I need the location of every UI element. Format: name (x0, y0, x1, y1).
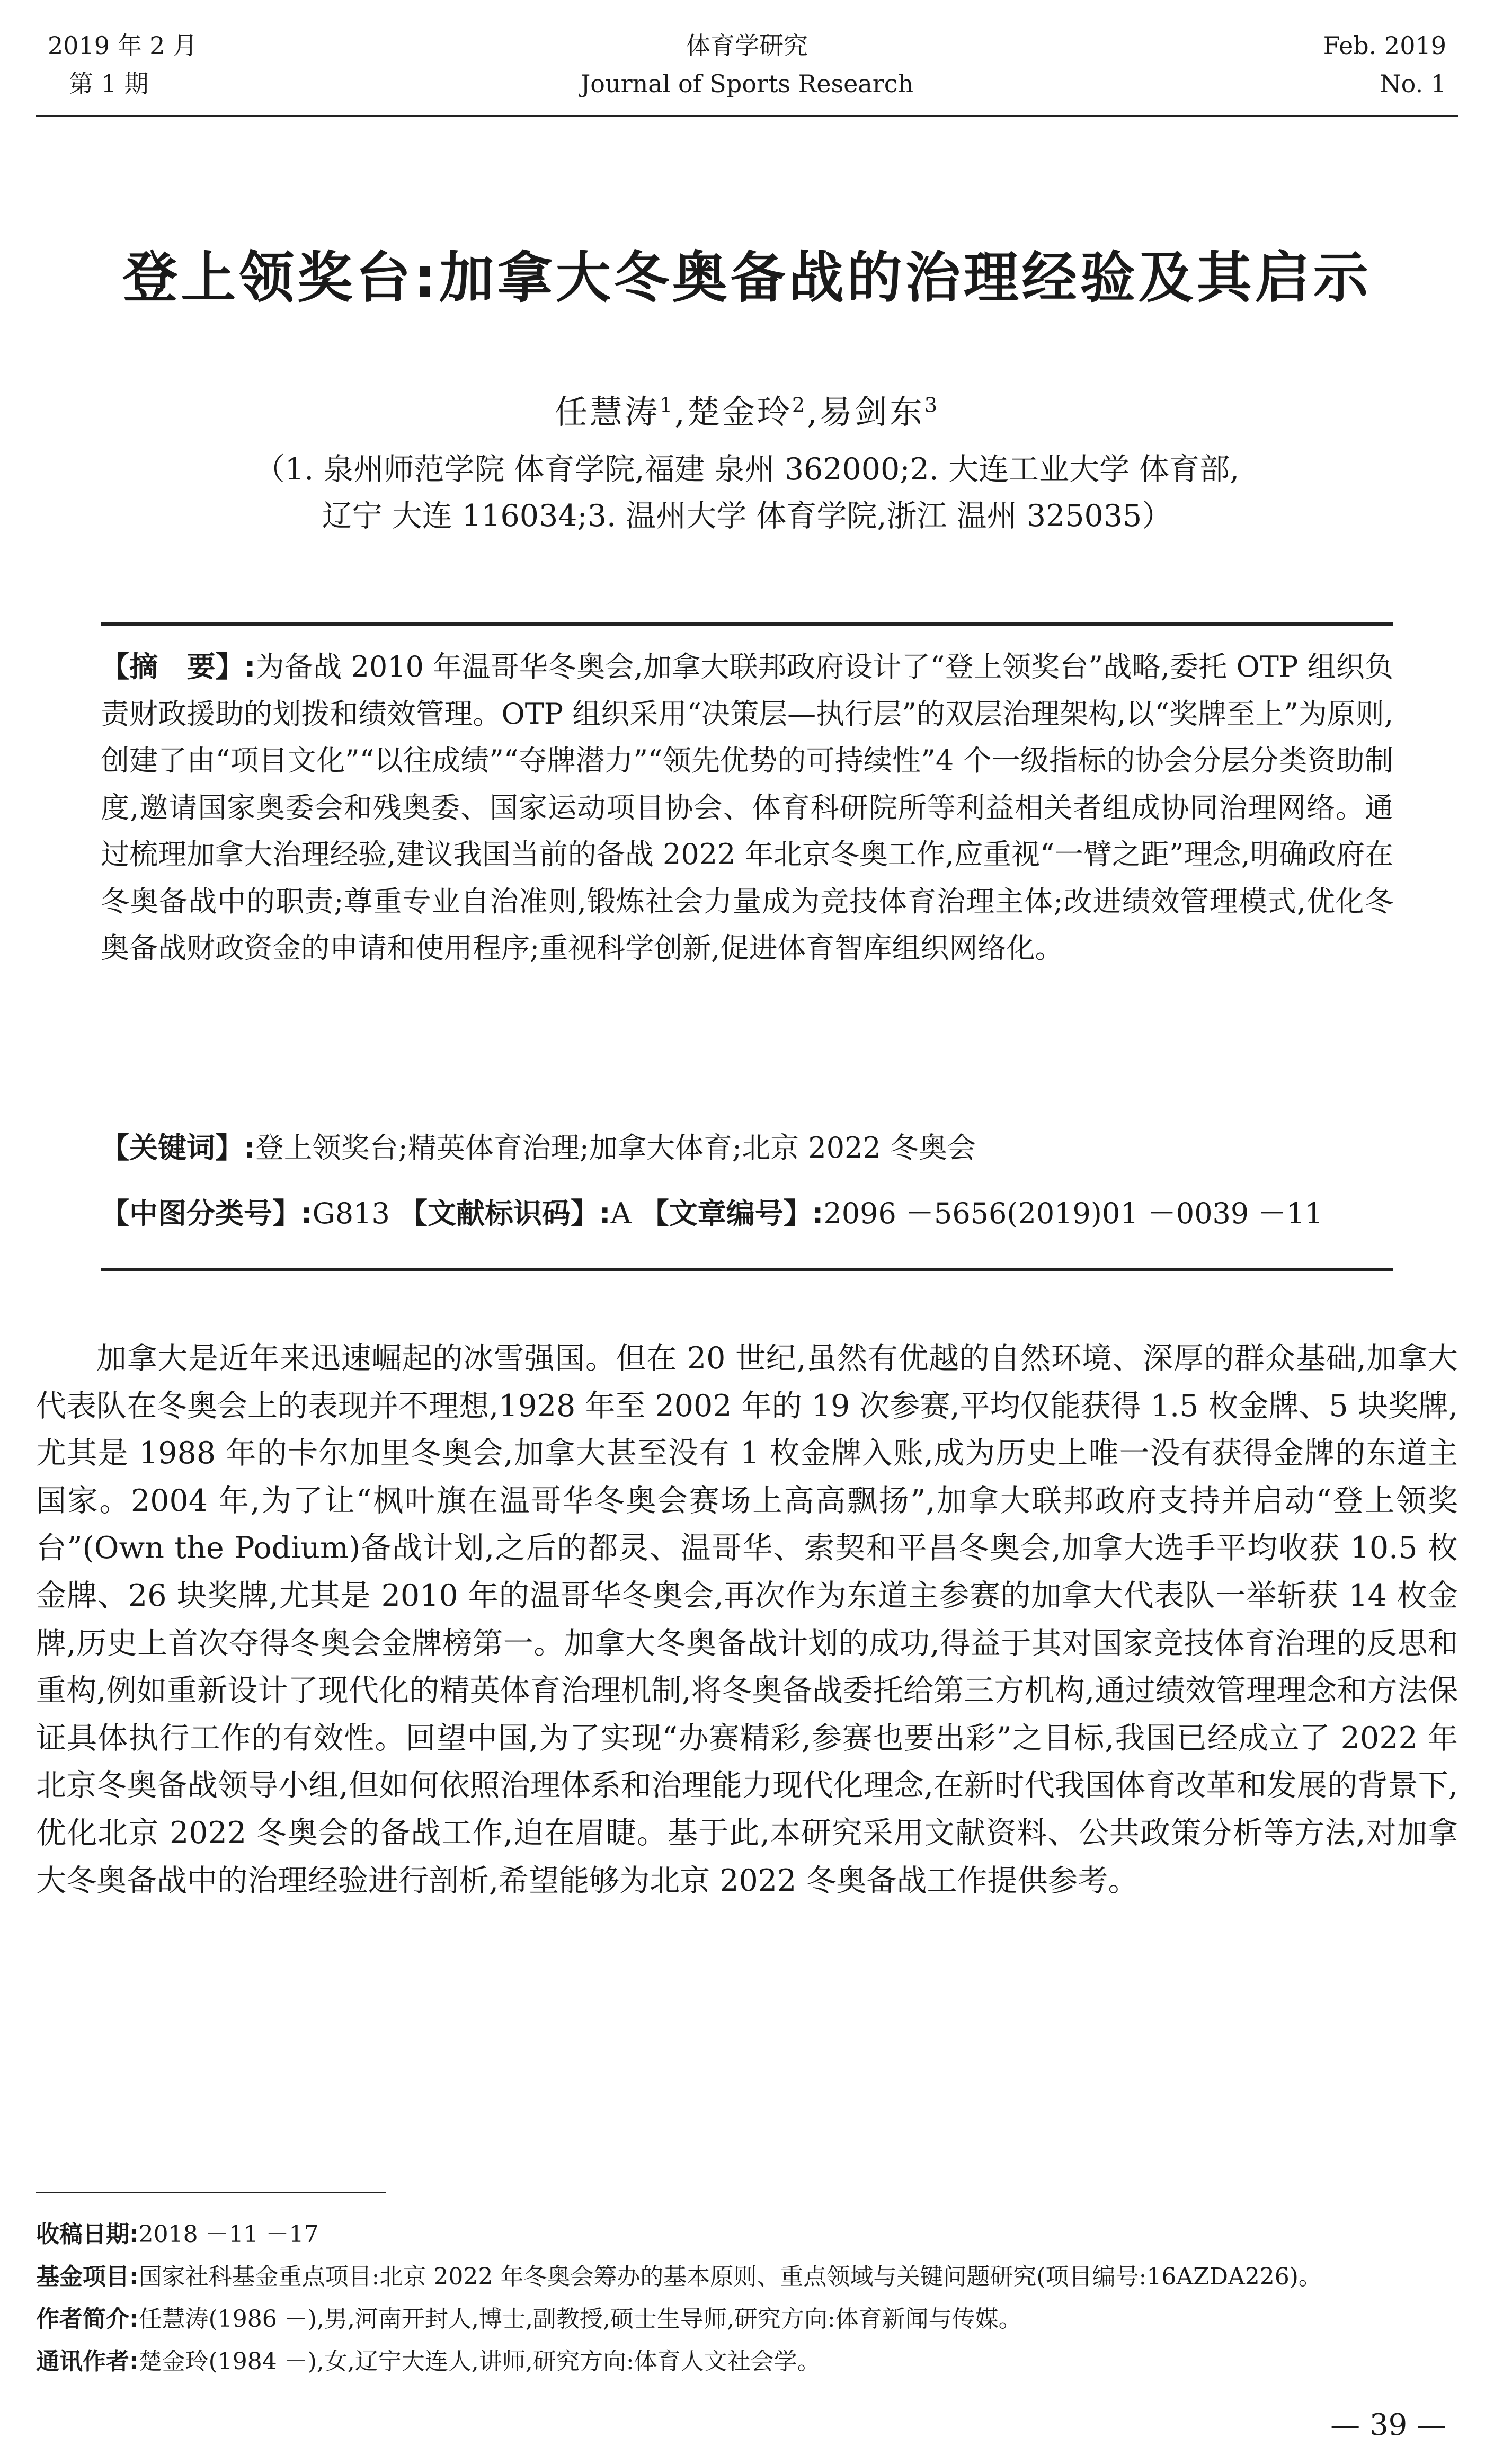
keywords-text: 登上领奖台;精英体育治理;加拿大体育;北京 2022 冬奥会 (255, 1131, 976, 1164)
author-name: 易剑东 (819, 393, 924, 431)
author-affiliation-mark: 2 (792, 393, 807, 417)
footnote-label: 通讯作者: (36, 2348, 139, 2375)
page-number: — 39 — (1330, 2408, 1446, 2442)
abstract-text: 为备战 2010 年温哥华冬奥会,加拿大联邦政府设计了“登上领奖台”战略,委托 OTP 组织负责财政援助的划拨和绩效管理。OTP 组织采用“决策层—执行层”的双层治理架构,以“奖牌至上”为原则,创建了由“项目文化”“以往成绩”“夺牌潜力”“领先优势的可持续性”4 个一级指标的协会分层分类资助制度,邀请国家奥委会和残奥委、国家运动项目协会、体育科研院所等利益相关者组成协同治理网络。通过梳理加拿大治理经验,建议我国当前的备战 2022 年北京冬奥工作,应重视“一臂之距”理念,明确政府在冬奥备战中的职责;尊重专业自治准则,锻炼社会力量成为竞技体育治理主体;改进绩效管理模式,优化冬奥备战财政资金的申请和使用程序;重视科学创新,促进体育智库组织网络化。 (101, 650, 1393, 965)
author-affiliation-mark: 1 (659, 393, 675, 417)
author-affiliation-mark: 3 (924, 393, 940, 417)
doc-code-value: A (610, 1197, 632, 1230)
footnote-label: 基金项目: (36, 2263, 139, 2290)
footnote-rule (36, 2192, 386, 2193)
abstract-top-rule (101, 622, 1393, 626)
footnote-corresponding (36, 2341, 1458, 2383)
affiliation-line-2: 辽宁 大连 116034;3. 温州大学 体育学院,浙江 温州 325035） (322, 499, 1172, 533)
abstract (101, 644, 1393, 972)
footnote-label: 收稿日期: (36, 2221, 139, 2248)
header-rule (36, 115, 1458, 117)
abstract-bottom-rule (101, 1268, 1393, 1271)
clc-label: 【中图分类号】: (101, 1197, 313, 1230)
article-title: 登上领奖台:加拿大冬奥备战的治理经验及其启示 (122, 245, 1372, 310)
keywords (101, 1125, 1393, 1171)
author-separator: , (674, 393, 687, 431)
header-date-en: Feb. 2019 (1323, 31, 1446, 60)
header-center (0, 26, 1494, 103)
header-date: 2019 年 2 月 (48, 31, 198, 60)
article-id-value: 2096 －5656(2019)01 －0039 －11 (823, 1197, 1323, 1230)
journal-name-en: Journal of Sports Research (580, 69, 914, 98)
author-separator: , (807, 393, 820, 431)
footnote-received (36, 2213, 1458, 2256)
footnote-funding (36, 2256, 1458, 2298)
classification-line (101, 1190, 1393, 1237)
abstract-label: 【摘 要】: (101, 650, 256, 683)
header-issue: 第 1 期 (69, 69, 149, 98)
header-right (1323, 26, 1446, 103)
author-name: 任慧涛 (554, 393, 660, 431)
author-name: 楚金玲 (687, 393, 792, 431)
footnote-text: 任慧涛(1986 －),男,河南开封人,博士,副教授,硕士生导师,研究方向:体育新闻与传媒。 (138, 2306, 1022, 2333)
journal-name-cn: 体育学研究 (686, 31, 808, 60)
header-issue-en: No. 1 (1380, 69, 1446, 98)
article-id-label: 【文章编号】: (640, 1197, 824, 1230)
clc-value: G813 (312, 1197, 390, 1230)
footnote-author-bio (36, 2298, 1458, 2341)
footnote-text: 国家社科基金重点项目:北京 2022 年冬奥会筹办的基本原则、重点领域与关键问题研究(项目编号:16AZDA226)。 (138, 2263, 1322, 2290)
keywords-label: 【关键词】: (101, 1131, 255, 1164)
footnote-label: 作者简介: (36, 2306, 139, 2333)
footnote-text: 2018 －11 －17 (138, 2221, 319, 2248)
affiliation-line-1: （1. 泉州师范学院 体育学院,福建 泉州 362000;2. 大连工业大学 体育部, (254, 452, 1240, 487)
body-paragraph: 加拿大是近年来迅速崛起的冰雪强国。但在 20 世纪,虽然有优越的自然环境、深厚的群众基础,加拿大代表队在冬奥会上的表现并不理想,1928 年至 2002 年的 19 次参赛,平均仅能获得 1.5 枚金牌、5 块奖牌,尤其是 1988 年的卡尔加里冬奥会,加拿大甚至没有 1 枚金牌入账,成为历史上唯一没有获得金牌的东道主国家。2004 年,为了让“枫叶旗在温哥华冬奥会赛场上高高飘扬”,加拿大联邦政府支持并启动“登上领奖台”(Own the Podium)备战计划,之后的都灵、温哥华、索契和平昌冬奥会,加拿大选手平均收获 10.5 枚金牌、26 块奖牌,尤其是 2010 年的温哥华冬奥会,再次作为东道主参赛的加拿大代表队一举斩获 14 枚金牌,历史上首次夺得冬奥会金牌榜第一。加拿大冬奥备战计划的成功,得益于其对国家竞技体育治理的反思和重构,例如重新设计了现代化的精英体育治理机制,将冬奥备战委托给第三方机构,通过绩效管理理念和方法保证具体执行工作的有效性。回望中国,为了实现“办赛精彩,参赛也要出彩”之目标,我国已经成立了 2022 年北京冬奥备战领导小组,但如何依照治理体系和治理能力现代化理念,在新时代我国体育改革和发展的背景下,优化北京 2022 冬奥会的备战工作,迫在眉睫。基于此,本研究采用文献资料、公共政策分析等方法,对加拿大冬奥备战中的治理经验进行剖析,希望能够为北京 2022 冬奥备战工作提供参考。 (36, 1341, 1458, 1898)
doc-code-label: 【文献标识码】: (399, 1197, 611, 1230)
author-list (0, 386, 1494, 433)
footnote-text: 楚金玲(1984 －),女,辽宁大连人,讲师,研究方向:体育人文社会学。 (138, 2348, 821, 2375)
